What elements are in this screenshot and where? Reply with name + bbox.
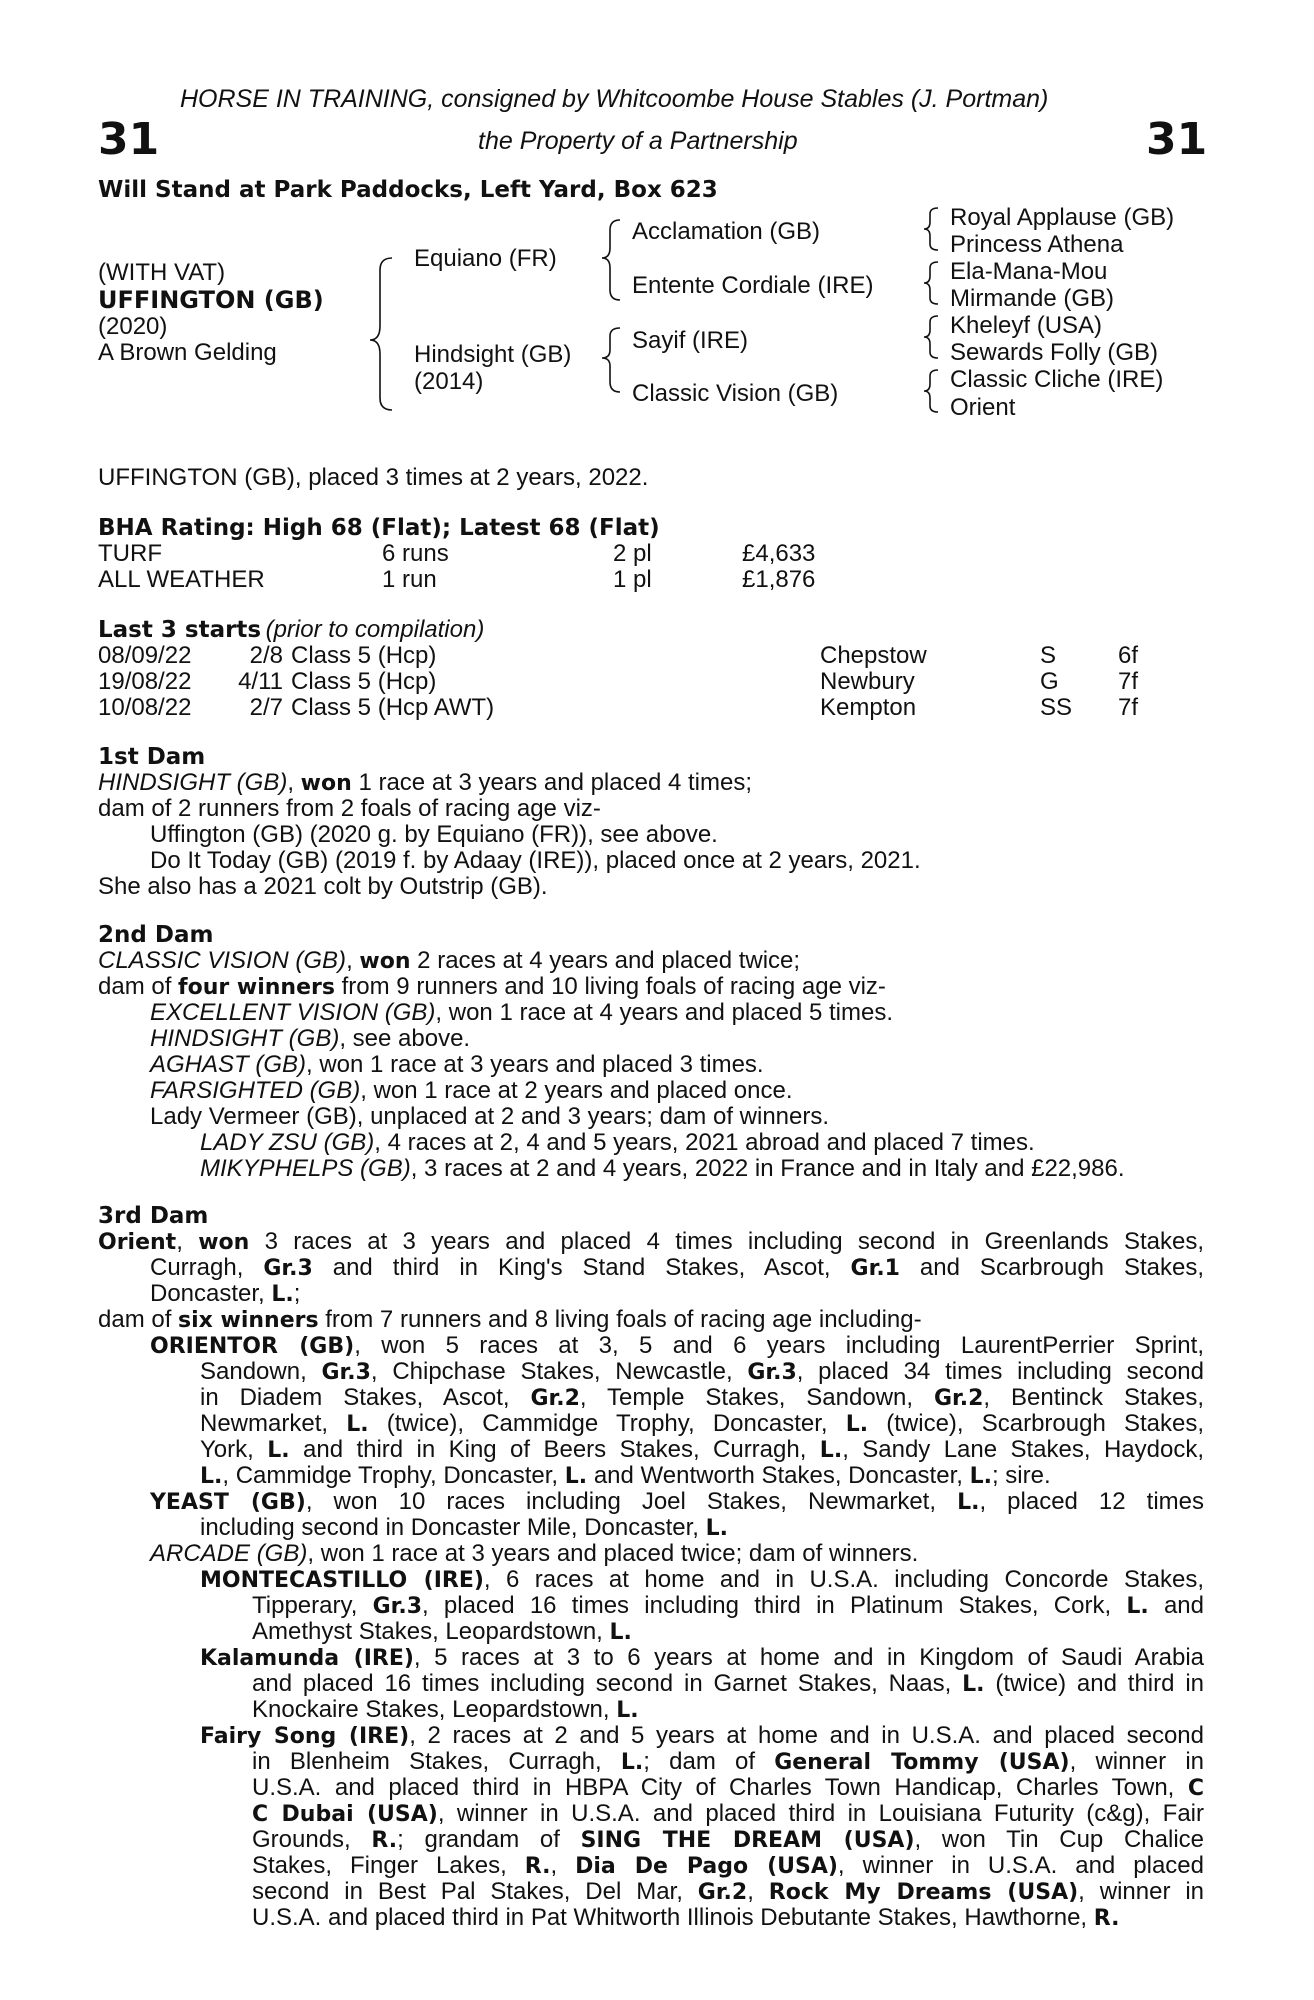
foal-name: MONTECASTILLO (IRE) bbox=[200, 1568, 484, 1593]
second-dam-foal: Lady Vermeer (GB), unplaced at 2 and 3 years; dam of winners. bbox=[150, 1103, 830, 1130]
text: , won 10 races including Joel Stakes, Newmarket, bbox=[305, 1488, 958, 1515]
start-course: Kempton bbox=[820, 694, 917, 721]
kalamunda-line bbox=[252, 1697, 639, 1724]
start-going: S bbox=[1040, 642, 1057, 669]
grade: Gr.2 bbox=[697, 1880, 748, 1905]
start-distance: 6f bbox=[1118, 642, 1139, 669]
foal-record: , 4 races at 2, 4 and 5 years, 2021 abroad and placed 7 times. bbox=[374, 1129, 1035, 1156]
text: ; grandam of bbox=[397, 1826, 581, 1853]
foal-record: , won 1 race at 3 years and placed 3 times. bbox=[306, 1051, 764, 1078]
text: , winner in U.S.A. and placed bbox=[837, 1852, 1204, 1879]
text: , Bentinck Stakes, bbox=[983, 1384, 1204, 1411]
foal-name: Fairy Song (IRE) bbox=[200, 1724, 410, 1749]
pedigree-g3: Ela-Mana-Mou bbox=[950, 258, 1108, 285]
foal-name: ARCADE (GB) bbox=[150, 1540, 308, 1567]
start-distance: 7f bbox=[1118, 668, 1139, 695]
pedigree-g1: Royal Applause (GB) bbox=[950, 204, 1175, 231]
second-dam-foal bbox=[150, 1052, 764, 1078]
text: including second in Doncaster Mile, Doncaster, bbox=[200, 1514, 706, 1541]
first-dam-line: HINDSIGHT (GB), won 1 race at 3 years and placed 4 times; bbox=[98, 769, 752, 796]
grade: Gr.2 bbox=[933, 1386, 984, 1411]
text: Grounds, bbox=[252, 1826, 372, 1853]
rating-aw-surface: ALL WEATHER bbox=[98, 566, 265, 593]
text: (twice), Cammidge Trophy, Doncaster, bbox=[368, 1410, 846, 1437]
text: from 7 runners and 8 living foals of racing age including- bbox=[318, 1306, 922, 1333]
fairysong-line bbox=[252, 1905, 1119, 1932]
pedigree-sire: Equiano (FR) bbox=[414, 245, 557, 272]
rating-aw-runs: 1 run bbox=[382, 566, 437, 593]
text: ; dam of bbox=[643, 1748, 775, 1775]
start-race: Class 5 (Hcp AWT) bbox=[291, 694, 495, 721]
text: Knockaire Stakes, Leopardstown, bbox=[252, 1696, 617, 1723]
rating-aw-prize: £1,876 bbox=[742, 566, 816, 593]
text: , Temple Stakes, Sandown, bbox=[579, 1384, 934, 1411]
kalamunda-line bbox=[252, 1671, 1204, 1698]
foal-name: Rock My Dreams (USA) bbox=[768, 1880, 1079, 1905]
text: , placed 12 times bbox=[979, 1488, 1205, 1515]
grade: L. bbox=[616, 1698, 639, 1723]
won-label: won bbox=[300, 771, 352, 796]
text: , Sandy Lane Stakes, Haydock, bbox=[842, 1436, 1204, 1463]
foal-record: , see above. bbox=[339, 1025, 471, 1052]
text: , Cammidge Trophy, Doncaster, bbox=[222, 1462, 565, 1489]
text: , winner in bbox=[1069, 1748, 1205, 1775]
text: , Chipchase Stakes, Newcastle, bbox=[370, 1358, 748, 1385]
grade: R. bbox=[371, 1828, 398, 1853]
text: and bbox=[1148, 1592, 1204, 1619]
text: , 6 races at home and in U.S.A. including Concorde Stakes, bbox=[483, 1566, 1204, 1593]
text: dam of bbox=[98, 1306, 179, 1333]
pedigree-sire-sire: Acclamation (GB) bbox=[632, 218, 821, 245]
text: ; sire. bbox=[991, 1462, 1051, 1489]
pedigree-g5: Kheleyf (USA) bbox=[950, 312, 1103, 339]
grade: L. bbox=[200, 1464, 223, 1489]
foal-name: Dia De Pago (USA) bbox=[575, 1854, 838, 1879]
second-dam-produce bbox=[98, 974, 886, 1001]
orientor-line bbox=[200, 1385, 1204, 1412]
yeast-line bbox=[200, 1515, 728, 1542]
consignment-line: HORSE IN TRAINING, consigned by Whitcoombe House Stables (J. Portman) bbox=[180, 85, 1049, 113]
foal-record: , won 1 race at 2 years and placed once. bbox=[360, 1077, 793, 1104]
second-dam-foal bbox=[150, 1026, 470, 1052]
start-going: SS bbox=[1040, 694, 1073, 721]
pedigree-dam-dam: Classic Vision (GB) bbox=[632, 380, 839, 407]
grade: L. bbox=[267, 1438, 290, 1463]
grade: Gr.3 bbox=[747, 1360, 797, 1385]
start-course: Newbury bbox=[820, 668, 915, 695]
text: in Blenheim Stakes, Curragh, bbox=[252, 1748, 621, 1775]
lot-number-right: 31 bbox=[1146, 114, 1208, 165]
fairysong-line bbox=[252, 1879, 1204, 1906]
montecastillo-line bbox=[252, 1593, 1204, 1620]
grade: L. bbox=[564, 1464, 588, 1489]
pedigree-g2: Princess Athena bbox=[950, 231, 1124, 258]
orientor-line bbox=[200, 1359, 1204, 1386]
text: , bbox=[550, 1852, 576, 1879]
pedigree-g7: Classic Cliche (IRE) bbox=[950, 366, 1164, 393]
grade: L. bbox=[957, 1490, 980, 1515]
grade: Gr.1 bbox=[850, 1256, 900, 1281]
first-dam-foal-1: Uffington (GB) (2020 g. by Equiano (FR)), see above. bbox=[150, 821, 718, 848]
pedigree-dam-sire: Sayif (IRE) bbox=[632, 327, 749, 354]
orient-produce bbox=[98, 1307, 922, 1334]
grade: R. bbox=[1093, 1906, 1120, 1931]
orient-line: Orient, won 3 races at 3 years and placed 4 times including second in Greenlands Stakes, bbox=[98, 1228, 1205, 1255]
kalamunda-line bbox=[200, 1645, 1204, 1672]
pedigree-sire-dam: Entente Cordiale (IRE) bbox=[632, 272, 874, 299]
text: and placed 16 times including second in Garnet Stakes, Naas, bbox=[252, 1670, 963, 1697]
grade: L. bbox=[845, 1412, 869, 1437]
rating-turf-surface: TURF bbox=[98, 540, 162, 567]
foal-name: C bbox=[1187, 1776, 1204, 1801]
last-starts-title: Last 3 starts bbox=[98, 617, 262, 643]
orient-line bbox=[150, 1255, 1204, 1282]
lot-number-left: 31 bbox=[98, 114, 160, 165]
text: Tipperary, bbox=[252, 1592, 373, 1619]
start-going: G bbox=[1040, 668, 1059, 695]
foal-name: Kalamunda (IRE) bbox=[200, 1646, 414, 1671]
orientor-line bbox=[200, 1411, 1204, 1438]
grade: L. bbox=[620, 1750, 644, 1775]
text: Doncaster, bbox=[150, 1280, 272, 1307]
text: (twice) and third in bbox=[984, 1670, 1204, 1697]
start-position: 2/8 bbox=[249, 642, 283, 669]
grand-foal bbox=[200, 1156, 1125, 1182]
text: Sandown, bbox=[200, 1358, 322, 1385]
start-course: Chepstow bbox=[820, 642, 927, 669]
property-line: the Property of a Partnership bbox=[478, 127, 798, 155]
text: , placed 34 times including second bbox=[796, 1358, 1205, 1385]
montecastillo-line bbox=[252, 1619, 632, 1646]
foal-name: HINDSIGHT (GB) bbox=[150, 1025, 340, 1052]
montecastillo-line bbox=[200, 1567, 1204, 1594]
grade: L. bbox=[271, 1282, 294, 1307]
won-label: won bbox=[359, 949, 411, 974]
foal-name: ORIENTOR (GB) bbox=[150, 1334, 355, 1359]
text: , 5 races at 3 to 6 years at home and in Kingdom of Saudi Arabia bbox=[413, 1644, 1204, 1671]
horse-name: UFFINGTON (GB) bbox=[98, 286, 324, 314]
grade: L. bbox=[819, 1438, 843, 1463]
pedigree-g6: Sewards Folly (GB) bbox=[950, 339, 1159, 366]
dam-record: 1 race at 3 years and placed 4 times; bbox=[351, 769, 752, 796]
arcade-line bbox=[150, 1541, 918, 1567]
vat-note: (WITH VAT) bbox=[98, 259, 226, 286]
start-date: 10/08/22 bbox=[98, 694, 192, 721]
second-dam-line: CLASSIC VISION (GB), won 2 races at 4 years and placed twice; bbox=[98, 947, 801, 974]
foal-name: YEAST (GB) bbox=[150, 1490, 306, 1515]
grade: R. bbox=[524, 1854, 551, 1879]
grade: Gr.3 bbox=[263, 1256, 313, 1281]
fairysong-line bbox=[252, 1749, 1204, 1776]
text: , winner in bbox=[1078, 1878, 1205, 1905]
text: U.S.A. and placed third in HBPA City of Charles Town Handicap, Charles Town, bbox=[252, 1774, 1188, 1801]
text: and Scarbrough Stakes, bbox=[899, 1254, 1205, 1281]
text: , won 1 race at 3 years and placed twice; dam of winners. bbox=[307, 1540, 919, 1567]
second-dam-foal bbox=[150, 1078, 793, 1104]
pedigree-dam: Hindsight (GB) bbox=[414, 341, 572, 368]
text: ; bbox=[293, 1280, 301, 1307]
yeast-line bbox=[150, 1489, 1204, 1516]
rating-turf-placed: 2 pl bbox=[613, 540, 652, 567]
foal-name: FARSIGHTED (GB) bbox=[150, 1077, 361, 1104]
dam-name: CLASSIC VISION (GB) bbox=[98, 947, 347, 974]
horse-description: A Brown Gelding bbox=[98, 339, 277, 366]
text: , winner in U.S.A. and placed third in Louisiana Futurity (c&g), Fair bbox=[437, 1800, 1205, 1827]
stand-location: Will Stand at Park Paddocks, Left Yard, Box 623 bbox=[98, 177, 718, 203]
text: Stakes, Finger Lakes, bbox=[252, 1852, 525, 1879]
start-date: 08/09/22 bbox=[98, 642, 192, 669]
winners-count: four winners bbox=[178, 975, 335, 1000]
text: 3 races at 3 years and placed 4 times including second in Greenlands Stakes, bbox=[249, 1228, 1205, 1255]
winners-count: six winners bbox=[178, 1308, 319, 1333]
grand-foal bbox=[200, 1130, 1035, 1156]
foal-name: General Tommy (USA) bbox=[774, 1750, 1070, 1775]
text: dam of bbox=[98, 973, 179, 1000]
last-starts-note: (prior to compilation) bbox=[265, 616, 485, 643]
text: Newmarket, bbox=[200, 1410, 347, 1437]
text: and Wentworth Stakes, Doncaster, bbox=[587, 1462, 970, 1489]
grade: L. bbox=[609, 1620, 632, 1645]
fairysong-line bbox=[252, 1827, 1204, 1854]
text: , won Tin Cup Chalice bbox=[914, 1826, 1204, 1853]
race-summary: UFFINGTON (GB), placed 3 times at 2 years, 2022. bbox=[98, 464, 649, 491]
foal-name: EXCELLENT VISION (GB) bbox=[150, 999, 436, 1026]
grade: L. bbox=[969, 1464, 992, 1489]
start-position: 4/11 bbox=[238, 668, 283, 695]
foal-record: , won 1 race at 4 years and placed 5 times. bbox=[435, 999, 893, 1026]
foal-record: , 3 races at 2 and 4 years, 2022 in France and in Italy and £22,986. bbox=[410, 1155, 1125, 1182]
start-position: 2/7 bbox=[249, 694, 283, 721]
fairysong-line bbox=[252, 1775, 1204, 1802]
text: (twice), Scarbrough Stakes, bbox=[868, 1410, 1204, 1437]
text: and third in King of Beers Stakes, Curragh, bbox=[289, 1436, 820, 1463]
pedigree-g4: Mirmande (GB) bbox=[950, 285, 1115, 312]
start-distance: 7f bbox=[1118, 694, 1139, 721]
first-dam-produce: dam of 2 runners from 2 foals of racing age viz- bbox=[98, 795, 601, 822]
rating-aw-placed: 1 pl bbox=[613, 566, 652, 593]
horse-year: (2020) bbox=[98, 313, 168, 340]
dam-record: 2 races at 4 years and placed twice; bbox=[410, 947, 801, 974]
start-race: Class 5 (Hcp) bbox=[291, 668, 437, 695]
won-label: won bbox=[198, 1230, 250, 1255]
text: second in Best Pal Stakes, Del Mar, bbox=[252, 1878, 698, 1905]
text: Amethyst Stakes, Leopardstown, bbox=[252, 1618, 610, 1645]
bha-rating: BHA Rating: High 68 (Flat); Latest 68 (Flat) bbox=[98, 515, 660, 541]
text: , 2 races at 2 and 5 years at home and in U.S.A. and placed second bbox=[409, 1722, 1204, 1749]
start-race: Class 5 (Hcp) bbox=[291, 642, 437, 669]
grade: L. bbox=[1126, 1594, 1149, 1619]
grade: Gr.3 bbox=[372, 1594, 423, 1619]
text: in Diadem Stakes, Ascot, bbox=[200, 1384, 531, 1411]
orient-line bbox=[150, 1281, 300, 1308]
dam-name: HINDSIGHT (GB) bbox=[98, 769, 288, 796]
orientor-line bbox=[150, 1333, 1204, 1360]
text: , placed 16 times including third in Platinum Stakes, Cork, bbox=[422, 1592, 1127, 1619]
rating-turf-prize: £4,633 bbox=[742, 540, 816, 567]
third-dam-heading: 3rd Dam bbox=[98, 1203, 209, 1229]
first-dam-foal-2: Do It Today (GB) (2019 f. by Adaay (IRE)), placed once at 2 years, 2021. bbox=[150, 847, 921, 874]
fairysong-line bbox=[252, 1853, 1204, 1880]
second-dam-foal bbox=[150, 1000, 893, 1026]
text: , won 5 races at 3, 5 and 6 years including LaurentPerrier Sprint, bbox=[354, 1332, 1204, 1359]
last-starts-heading bbox=[98, 617, 484, 643]
grade: L. bbox=[346, 1412, 369, 1437]
rating-turf-runs: 6 runs bbox=[382, 540, 449, 567]
foal-name: AGHAST (GB) bbox=[150, 1051, 307, 1078]
fairysong-line bbox=[200, 1723, 1204, 1750]
first-dam-note: She also has a 2021 colt by Outstrip (GB). bbox=[98, 873, 548, 900]
text: , bbox=[747, 1878, 769, 1905]
start-date: 19/08/22 bbox=[98, 668, 192, 695]
foal-name: C Dubai (USA) bbox=[252, 1802, 438, 1827]
foal-name: SING THE DREAM (USA) bbox=[580, 1828, 915, 1853]
text: from 9 runners and 10 living foals of racing age viz- bbox=[334, 973, 886, 1000]
grade: L. bbox=[705, 1516, 728, 1541]
text: U.S.A. and placed third in Pat Whitworth Illinois Debutante Stakes, Hawthorne, bbox=[252, 1904, 1094, 1931]
grade: Gr.2 bbox=[530, 1386, 580, 1411]
dam-name: Orient bbox=[98, 1230, 177, 1255]
foal-name: LADY ZSU (GB) bbox=[200, 1129, 375, 1156]
pedigree-g8: Orient bbox=[950, 394, 1016, 421]
text: and third in King's Stand Stakes, Ascot, bbox=[312, 1254, 851, 1281]
text: Curragh, bbox=[150, 1254, 264, 1281]
pedigree-dam-year: (2014) bbox=[414, 368, 484, 395]
text: York, bbox=[200, 1436, 268, 1463]
second-dam-heading: 2nd Dam bbox=[98, 922, 214, 948]
foal-name: MIKYPHELPS (GB) bbox=[200, 1155, 411, 1182]
fairysong-line bbox=[252, 1801, 1204, 1828]
first-dam-heading: 1st Dam bbox=[98, 744, 206, 770]
grade: Gr.3 bbox=[321, 1360, 371, 1385]
grade: L. bbox=[962, 1672, 985, 1697]
orientor-line bbox=[200, 1463, 1051, 1490]
orientor-line bbox=[200, 1437, 1204, 1464]
